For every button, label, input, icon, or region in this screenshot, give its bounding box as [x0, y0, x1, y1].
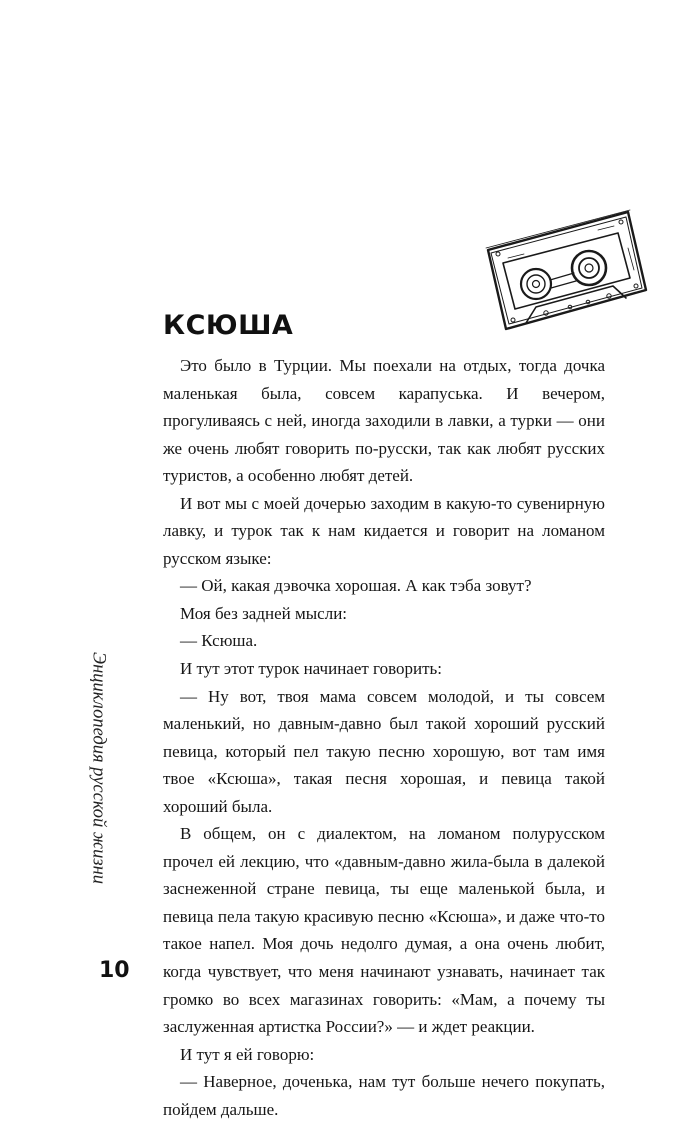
chapter-title: КСЮША — [163, 310, 294, 341]
paragraph: — Наверное, доченька, нам тут больше нечего покупать, пойдем дальше. — [163, 1072, 605, 1119]
paragraph: — Ой, какая дэвочка хорошая. А как тэба зовут? — [180, 576, 532, 596]
paragraph: Моя без задней мысли: — [180, 603, 348, 623]
page-number: 10 — [99, 958, 130, 983]
body-text — [163, 352, 605, 1123]
paragraph: В общем, он с диалектом, на ломаном полурусском прочел ей лекцию, что «давным-давно жила-была в далекой заснеженной стране певица, ты еще маленькой была, и певица пела такую красивую песню «Ксюша», и даже что-то такое напел. Моя дочь недолго думая, а она очень любит, когда чувствует, что меня начинают узнавать, начинает так громко во всех магазинах говорить: «Мам, а почему ты заслуженная артистка России?» — и ждет реакции. — [163, 824, 605, 1037]
paragraph: — Ну вот, твоя мама совсем молодой, и ты совсем маленький, но давным-давно был такой хороший русский певица, который пел такую песню хорошую, вот там имя твое «Ксюша», такая песня хорошая, и певица такой хороший была. — [163, 686, 605, 816]
cassette-tape-illustration — [478, 208, 650, 333]
paragraph: И вот мы с моей дочерью заходим в какую-то сувенирную лавку, и турок так к нам кидается и говорит на ломаном русском языке: — [163, 493, 605, 568]
book-title-sidebar: Энциклопедия русской жизни — [88, 651, 109, 885]
paragraph: — Ксюша. — [180, 631, 258, 651]
paragraph: Это было в Турции. Мы поехали на отдых, тогда дочка маленькая была, совсем карапуська. И вечером, прогуливаясь с ней, иногда заходили в лавки, а турки — они же очень любят говорить по-русски, так как любят русских туристов, а особенно любят детей. — [163, 356, 605, 486]
paragraph: И тут я ей говорю: — [180, 1044, 315, 1064]
paragraph: И тут этот турок начинает говорить: — [180, 659, 443, 679]
